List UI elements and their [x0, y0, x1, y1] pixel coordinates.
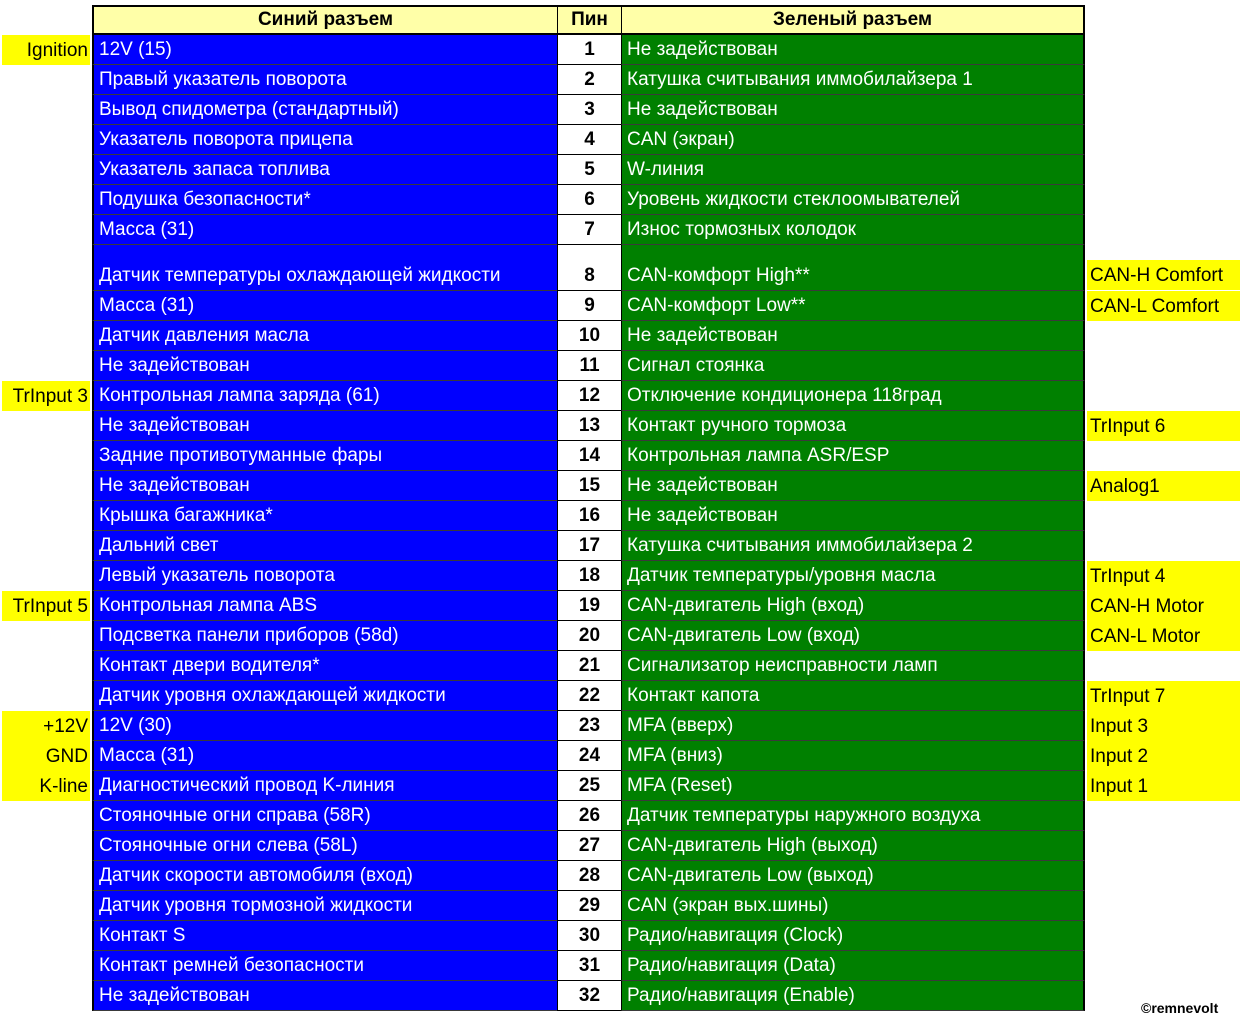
left-signal-tag: Ignition — [2, 35, 90, 65]
green-connector-cell: CAN (экран вых.шины) — [621, 891, 1085, 921]
green-connector-cell: Датчик температуры наружного воздуха — [621, 801, 1085, 831]
pin-number-cell: 9 — [557, 291, 621, 321]
blue-connector-cell: Масса (31) — [92, 215, 557, 245]
blue-connector-cell: Задние противотуманные фары — [92, 441, 557, 471]
blue-connector-cell: Не задействован — [92, 351, 557, 381]
left-signal-tag: K-line — [2, 771, 90, 801]
pin-number-cell: 27 — [557, 831, 621, 861]
green-connector-cell: Радио/навигация (Clock) — [621, 921, 1085, 951]
pin-number-cell: 19 — [557, 591, 621, 621]
blue-connector-cell: Датчик скорости автомобиля (вход) — [92, 861, 557, 891]
pin-number-cell: 16 — [557, 501, 621, 531]
copyright-label: ©remnevolt — [1141, 1000, 1219, 1016]
pin-number-cell: 12 — [557, 381, 621, 411]
blue-connector-cell: Не задействован — [92, 471, 557, 501]
pin-number-cell: 15 — [557, 471, 621, 501]
blue-connector-cell: Крышка багажника* — [92, 501, 557, 531]
header-pin: Пин — [557, 5, 621, 35]
green-connector-cell: Уровень жидкости стеклоомывателей — [621, 185, 1085, 215]
pin-number-cell: 5 — [557, 155, 621, 185]
green-connector-cell: Контакт капота — [621, 681, 1085, 711]
blue-connector-cell: Диагностический провод K-линия — [92, 771, 557, 801]
pin-number-cell: 14 — [557, 441, 621, 471]
green-connector-cell: Не задействован — [621, 95, 1085, 125]
pin-number-cell: 32 — [557, 981, 621, 1011]
pin-number-cell: 6 — [557, 185, 621, 215]
green-connector-cell: CAN-комфорт Low** — [621, 291, 1085, 321]
pin-number-cell: 25 — [557, 771, 621, 801]
green-connector-cell: Катушка считывания иммобилайзера 1 — [621, 65, 1085, 95]
pin-number-cell: 18 — [557, 561, 621, 591]
pin-number-cell: 22 — [557, 681, 621, 711]
blue-connector-cell: Вывод спидометра (стандартный) — [92, 95, 557, 125]
blue-connector-cell: Дальний свет — [92, 531, 557, 561]
green-connector-cell: Не задействован — [621, 35, 1085, 65]
blue-connector-cell: Контакт S — [92, 921, 557, 951]
green-connector-cell: Сигнал стоянка — [621, 351, 1085, 381]
green-connector-cell: MFA (Reset) — [621, 771, 1085, 801]
blue-connector-cell: 12V (15) — [92, 35, 557, 65]
green-connector-cell: MFA (вниз) — [621, 741, 1085, 771]
green-connector-cell: MFA (вверх) — [621, 711, 1085, 741]
left-signal-tag: GND — [2, 741, 90, 771]
green-connector-cell: CAN-двигатель High (вход) — [621, 591, 1085, 621]
right-signal-tag: CAN-L Comfort — [1087, 291, 1240, 321]
right-signal-tag: CAN-H Comfort — [1087, 260, 1240, 290]
pin-number-cell: 20 — [557, 621, 621, 651]
green-connector-cell: Радио/навигация (Enable) — [621, 981, 1085, 1011]
blue-connector-cell: Стояночные огни справа (58R) — [92, 801, 557, 831]
left-signal-tag: +12V — [2, 711, 90, 741]
green-connector-cell: Не задействован — [621, 321, 1085, 351]
green-connector-cell: CAN-двигатель High (выход) — [621, 831, 1085, 861]
left-signal-tag: TrInput 5 — [2, 591, 90, 621]
right-signal-tag: TrInput 4 — [1087, 561, 1240, 591]
pin-number-cell: 3 — [557, 95, 621, 125]
blue-connector-cell: Не задействован — [92, 411, 557, 441]
pin-number-cell: 17 — [557, 531, 621, 561]
green-connector-cell: Сигнализатор неисправности ламп — [621, 651, 1085, 681]
left-signal-tag: TrInput 3 — [2, 381, 90, 411]
pin-number-cell: 26 — [557, 801, 621, 831]
pin-number-cell: 2 — [557, 65, 621, 95]
pin-number-cell: 11 — [557, 351, 621, 381]
blue-connector-cell: Контакт двери водителя* — [92, 651, 557, 681]
green-connector-cell: Контакт ручного тормоза — [621, 411, 1085, 441]
pin-number-cell: 24 — [557, 741, 621, 771]
pin-number-cell: 8 — [557, 245, 621, 291]
right-signal-tag: CAN-L Motor — [1087, 621, 1240, 651]
pin-number-cell: 30 — [557, 921, 621, 951]
pin-number-cell: 23 — [557, 711, 621, 741]
blue-connector-cell: Стояночные огни слева (58L) — [92, 831, 557, 861]
green-connector-cell: CAN-двигатель Low (вход) — [621, 621, 1085, 651]
pin-number-cell: 4 — [557, 125, 621, 155]
blue-connector-cell: Датчик уровня охлаждающей жидкости — [92, 681, 557, 711]
green-connector-cell: CAN-комфорт High** — [621, 245, 1085, 291]
green-connector-cell: Износ тормозных колодок — [621, 215, 1085, 245]
header-green-connector: Зеленый разъем — [621, 5, 1085, 35]
blue-connector-cell: Контрольная лампа ABS — [92, 591, 557, 621]
green-connector-cell: Датчик температуры/уровня масла — [621, 561, 1085, 591]
blue-connector-cell: Указатель запаса топлива — [92, 155, 557, 185]
green-connector-cell: Отключение кондиционера 118град — [621, 381, 1085, 411]
pin-number-cell: 28 — [557, 861, 621, 891]
blue-connector-cell: Подсветка панели приборов (58d) — [92, 621, 557, 651]
pin-number-cell: 31 — [557, 951, 621, 981]
right-signal-tag: TrInput 7 — [1087, 681, 1240, 711]
green-connector-cell: CAN-двигатель Low (выход) — [621, 861, 1085, 891]
blue-connector-cell: Контрольная лампа заряда (61) — [92, 381, 557, 411]
green-connector-cell: Радио/навигация (Data) — [621, 951, 1085, 981]
right-signal-tag: CAN-H Motor — [1087, 591, 1240, 621]
right-signal-tag: Analog1 — [1087, 471, 1240, 501]
blue-connector-cell: Масса (31) — [92, 291, 557, 321]
green-connector-cell: Не задействован — [621, 501, 1085, 531]
blue-connector-cell: Левый указатель поворота — [92, 561, 557, 591]
blue-connector-cell: Контакт ремней безопасности — [92, 951, 557, 981]
blue-connector-cell: Датчик давления масла — [92, 321, 557, 351]
pin-number-cell: 21 — [557, 651, 621, 681]
green-connector-cell: Катушка считывания иммобилайзера 2 — [621, 531, 1085, 561]
pin-number-cell: 10 — [557, 321, 621, 351]
pin-number-cell: 1 — [557, 35, 621, 65]
green-connector-cell: Контрольная лампа ASR/ESP — [621, 441, 1085, 471]
pin-number-cell: 29 — [557, 891, 621, 921]
green-connector-cell: CAN (экран) — [621, 125, 1085, 155]
blue-connector-cell: 12V (30) — [92, 711, 557, 741]
blue-connector-cell: Правый указатель поворота — [92, 65, 557, 95]
blue-connector-cell: Указатель поворота прицепа — [92, 125, 557, 155]
blue-connector-cell: Датчик температуры охлаждающей жидкости — [92, 245, 557, 291]
header-blue-connector: Синий разъем — [92, 5, 557, 35]
green-connector-cell: W-линия — [621, 155, 1085, 185]
blue-connector-cell: Подушка безопасности* — [92, 185, 557, 215]
right-signal-tag: TrInput 6 — [1087, 411, 1240, 441]
pin-number-cell: 7 — [557, 215, 621, 245]
right-signal-tag: Input 1 — [1087, 771, 1240, 801]
blue-connector-cell: Датчик уровня тормозной жидкости — [92, 891, 557, 921]
pin-number-cell: 13 — [557, 411, 621, 441]
green-connector-cell: Не задействован — [621, 471, 1085, 501]
blue-connector-cell: Масса (31) — [92, 741, 557, 771]
right-signal-tag: Input 2 — [1087, 741, 1240, 771]
right-signal-tag: Input 3 — [1087, 711, 1240, 741]
blue-connector-cell: Не задействован — [92, 981, 557, 1011]
